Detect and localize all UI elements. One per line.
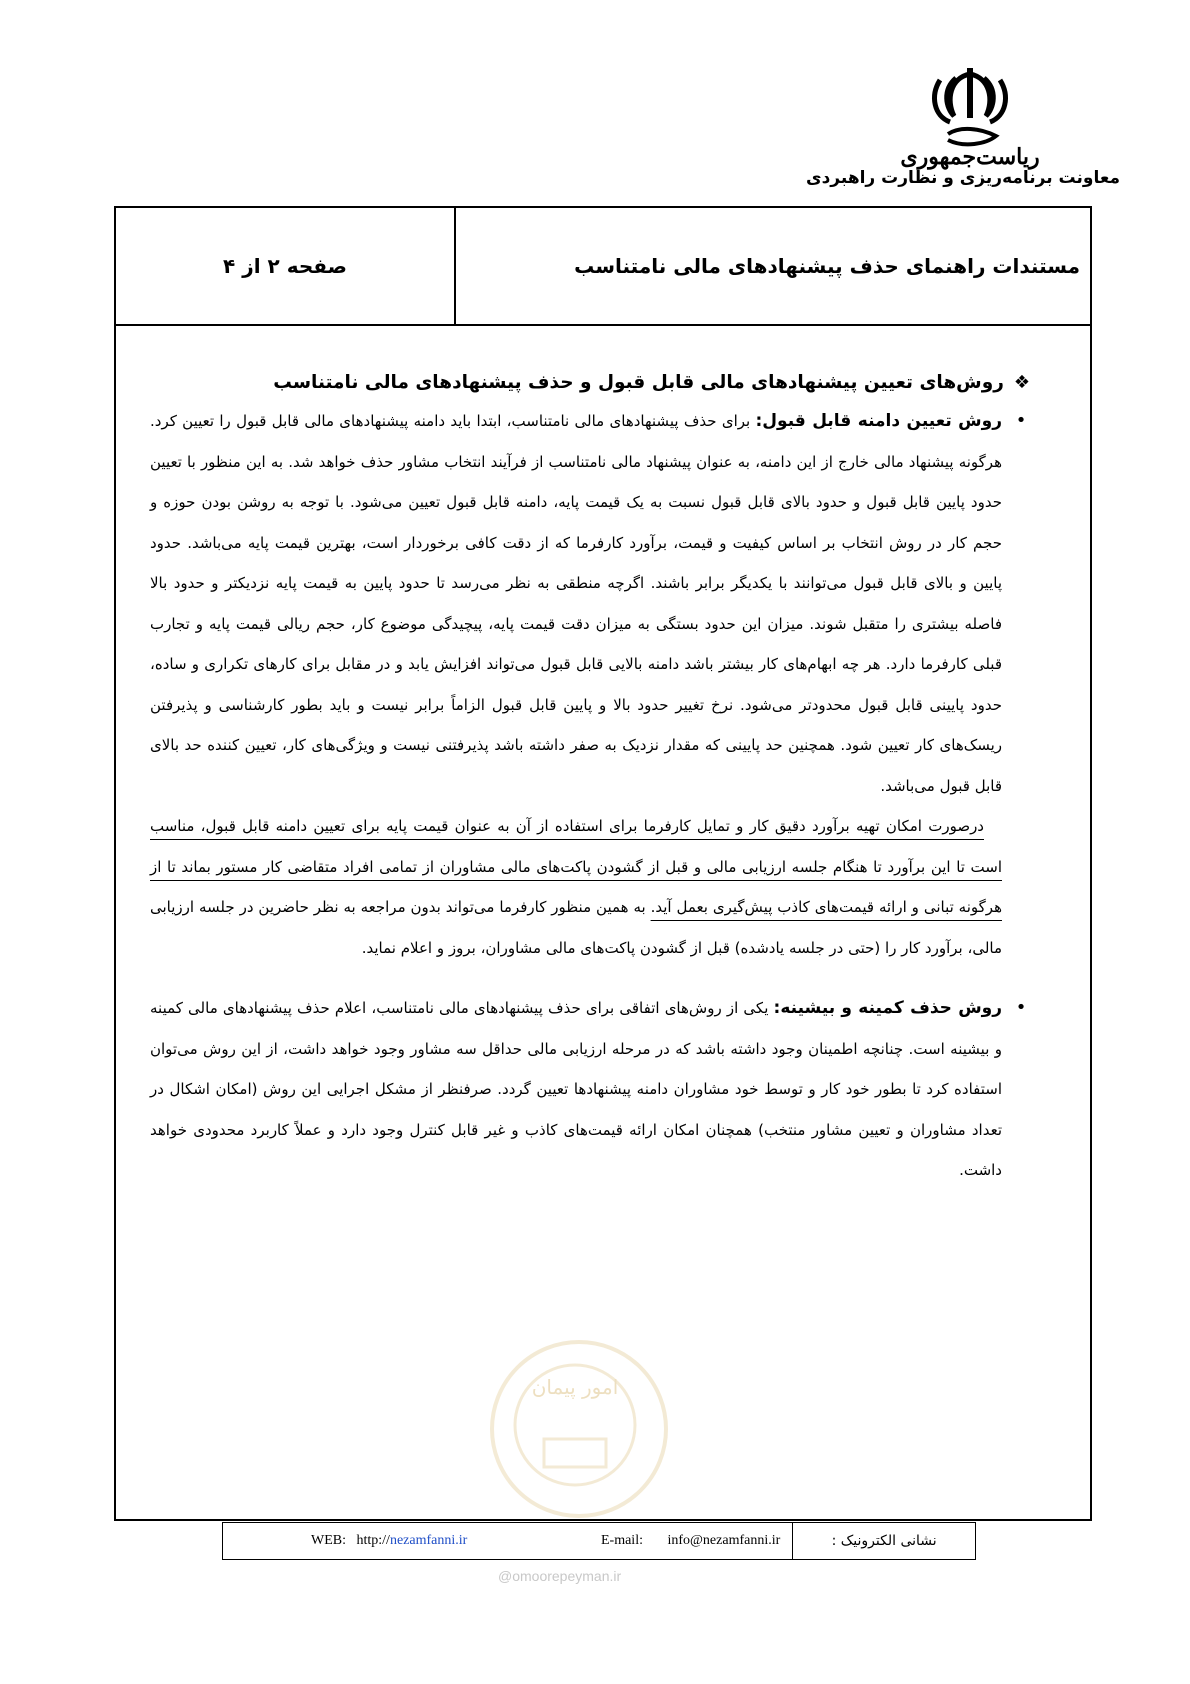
site-watermark-text: @omoorepeyman.ir — [498, 1568, 622, 1584]
omoore-peyman-watermark-icon — [490, 1340, 668, 1518]
page-number-cell — [116, 208, 456, 324]
item-heading: روش تعیین دامنه قابل قبول: — [755, 411, 1002, 431]
web-link[interactable]: nezamfanni.ir — [389, 1533, 468, 1548]
paragraph-text: برای حذف پیشنهادهای مالی نامتناسب، ابتدا باید دامنه پیشنهادهای مالی قابل قبول را تعیین کرد. هرگونه پیشنهاد مالی خارج از این دامنه، به عنوان پیشنهاد مالی نامتناسب از فرآیند انتخاب مشاور حذف خواهد شد. به این منظور با تعیین حدود پایین قابل قبول و حدود بالای قابل قبول نسبت به یک قیمت پایه، دامنه قابل قبول تعیین می‌شود. با توجه به روشن بودن حوزه و حجم کار در روش انتخاب بر اساس کیفیت و قیمت، برآورد کارفرما که از دقت کافی برخوردار است، بهترین قیمت پایه می‌باشد. حدود پایین و بالای قابل قبول می‌توانند با یکدیگر برابر باشند. اگرچه منطقی به نظر می‌رسد تا حدود پایین به قیمت پایه نزدیکتر و حدود بالا فاصله بیشتری را متقبل شوند. میزان این حدود بستگی به میزان دقت قیمت پایه، پیچیدگی موضوع کار، حجم ریالی قیمت پایه و تجارب قبلی کارفرما دارد. هر چه ابهام‌های کار بیشتر باشد دامنه بالایی قابل قبول می‌تواند افزایش یابد و در مقابل برای کارهای تکراری و ساده، حدود پایینی قابل قبول محدودتر می‌شود. نرخ تغییر حدود بالا و پایین قابل قبول الزاماً برابر نیست و باید بطور کارشناسی و پذیرفتن ریسک‌های کار تعیین شود. همچنین حد پایینی که مقدار نزدیک به صفر داشته باشد پذیرفتنی نیست و ویژگی‌های کار، تعیین کننده حد بالای قابل قبول می‌باشد. — [150, 412, 1002, 795]
paragraph-estimate — [150, 806, 1002, 968]
document-body — [150, 372, 1030, 1191]
logo-script: ریاست‌جمهوری — [900, 144, 1040, 170]
section-heading — [150, 372, 1030, 393]
organization-subtitle: معاونت برنامه‌ریزی و نظارت راهبردی — [806, 168, 1120, 188]
paragraph-text: یکی از روش‌های اتفاقی برای حذف پیشنهادهای مالی نامتناسب، اعلام حذف پیشنهادهای مالی کمینه و بیشینه است. چنانچه اطمینان وجود داشته باشد که در مرحله ارزیابی مالی حداقل سه مشاور وجود خواهد داشت، از این روش می‌توان استفاده کرد تا بطور خود کار و توسط خود مشاوران دامنه پیشنهادها تعیین گردد. صرفنظر از مشکل اجرایی این روش (امکان اشکال در تعداد مشاوران و تعیین مشاور منتخب) همچنان امکان ارائه قیمت‌های کاذب و غیر قابل کنترل وجود دارد و عملاً کاربرد محدودی خواهد داشت. — [150, 999, 1002, 1179]
iran-emblem-icon — [900, 60, 1040, 170]
item-heading: روش حذف کمینه و بیشینه: — [773, 998, 1003, 1018]
paragraph-text: به همین منظور کارفرما می‌تواند بدون مراجعه به نظر حاضرین در جلسه ارزیابی مالی، برآورد کار را (حتی در جلسه یادشده) قبل از گشودن پاکت‌های مالی مشاوران، بروز و اعلام نماید. — [150, 898, 1002, 957]
page-number: صفحه ۲ از ۴ — [223, 254, 347, 278]
footer-contact-box — [222, 1522, 976, 1560]
underlined-text: درصورت امکان تهیه برآورد دقیق کار و تمایل کارفرما برای استفاده از آن به عنوان قیمت پایه برای تعیین دامنه قابل قبول، مناسب است تا این برآورد تا هنگام جلسه ارزیابی مالی و قبل از گشودن پاکت‌های مالی مشاوران از تمامی افراد متقاضی کار مستور بماند تا از هرگونه تبانی و ارائه قیمت‌های کاذب پیش‌گیری بعمل آید. — [150, 817, 1002, 916]
document-header-box — [114, 206, 1092, 326]
section-heading-text: روش‌های تعیین پیشنهادهای مالی قابل قبول و حذف پیشنهادهای مالی نامتناسب — [273, 372, 1004, 393]
list-item — [150, 401, 1030, 968]
diamond-bullet-icon: ❖ — [1013, 372, 1030, 393]
footer-label: نشانی الکترونیک : — [792, 1523, 975, 1559]
web-prefix: WEB: http:// — [311, 1533, 390, 1548]
paragraph-min-max — [150, 988, 1002, 1191]
document-title: مستندات راهنمای حذف پیشنهادهای مالی نامتناسب — [574, 254, 1080, 278]
footer-email — [523, 1523, 793, 1559]
bullet-icon: • — [1015, 997, 1027, 1018]
bullet-icon: • — [1015, 410, 1027, 431]
document-title-cell — [456, 208, 1090, 324]
footer-web — [223, 1523, 523, 1559]
email-value[interactable]: info@nezamfanni.ir — [667, 1533, 781, 1548]
paragraph-acceptable-range — [150, 401, 1002, 806]
list-item — [150, 988, 1030, 1191]
watermark-text: امور پیمان — [531, 1375, 619, 1399]
email-prefix: E-mail: — [600, 1533, 668, 1548]
